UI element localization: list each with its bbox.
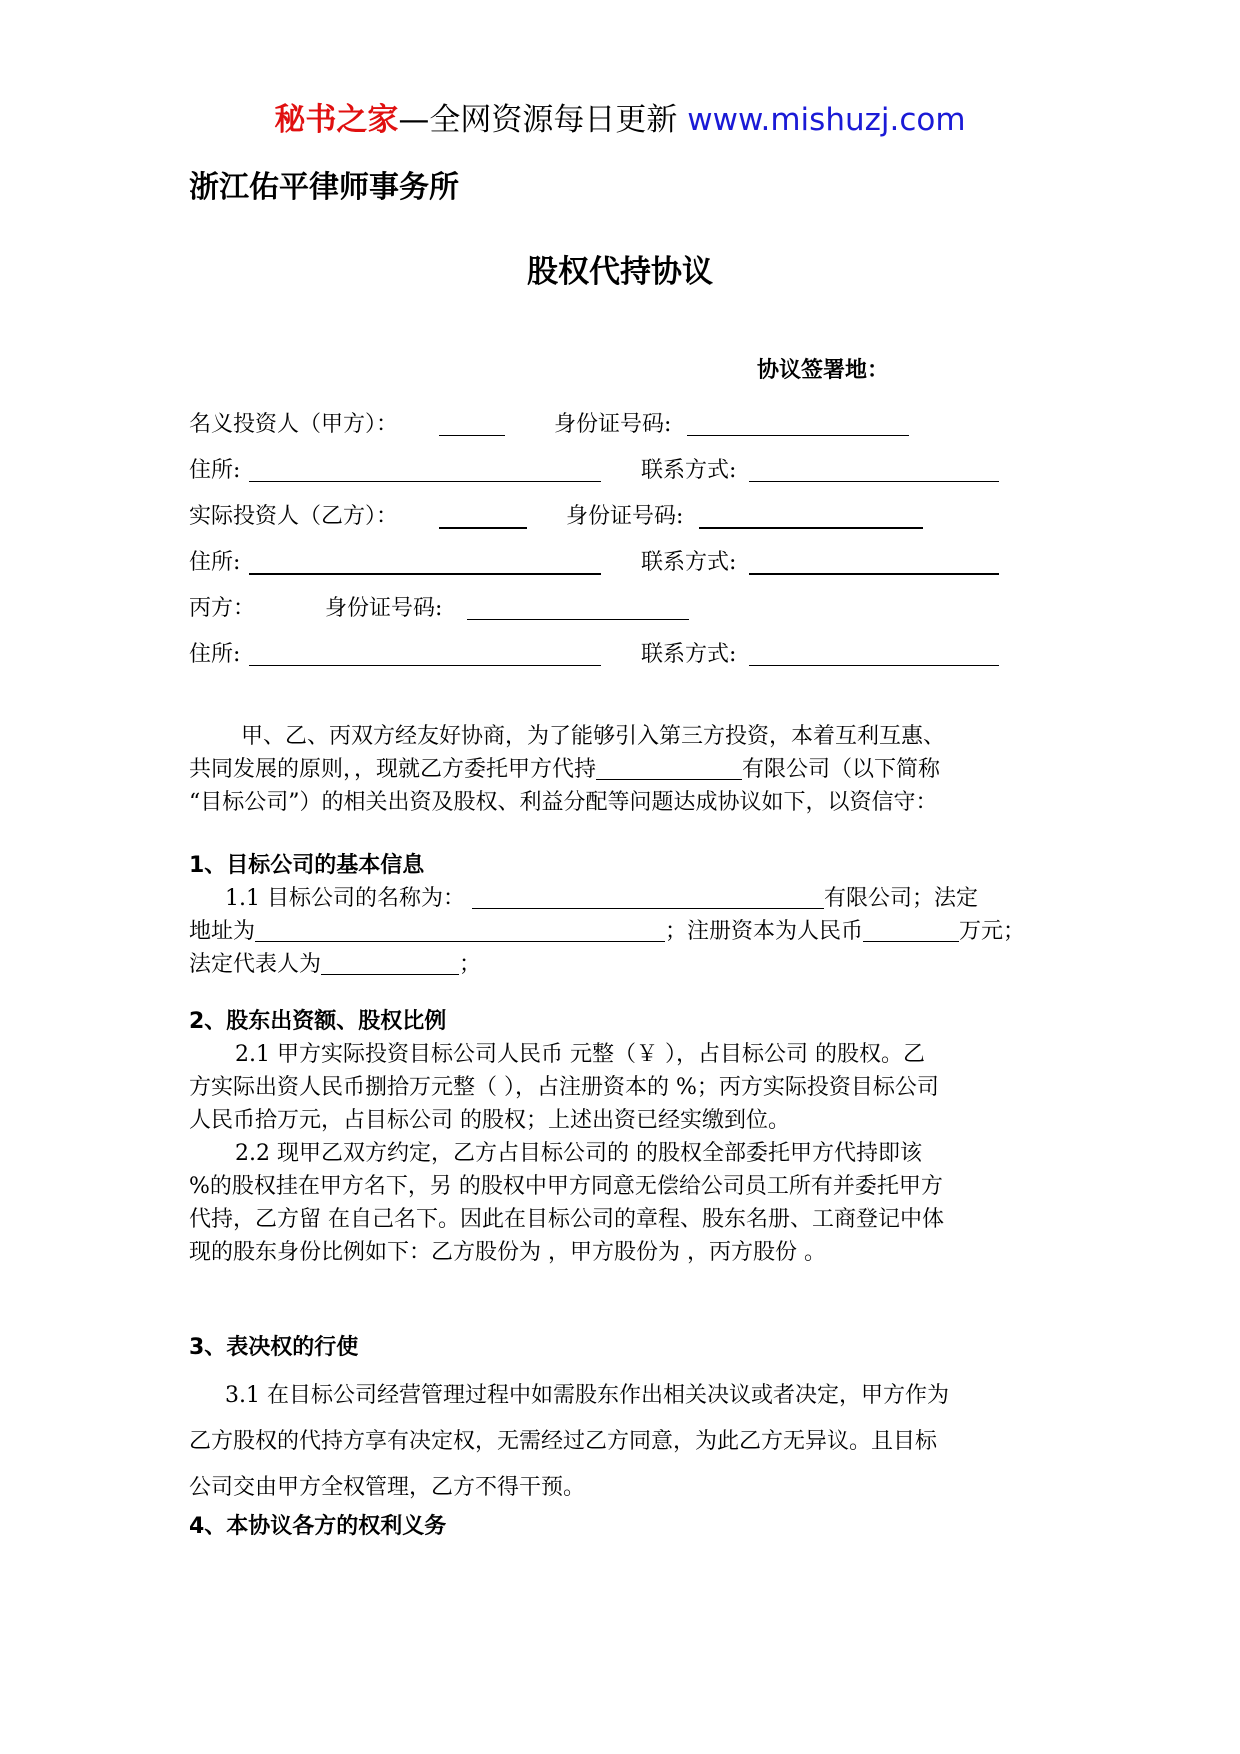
- party-a-address-blank: [249, 481, 601, 482]
- intro-line-1: 甲、乙、丙双方经友好协商，为了能够引入第三方投资，本着互利互惠、: [241, 724, 946, 749]
- party-a-address-label: 住所:: [189, 458, 241, 483]
- intro-paragraph: [189, 720, 1059, 819]
- capital-unit-label: 万元；: [959, 919, 1026, 944]
- law-firm-name: 浙江佑平律师事务所: [189, 170, 459, 205]
- section-2-line: 代持，乙方留 在自己名下。因此在目标公司的章程、股东名册、工商登记中体: [189, 1207, 944, 1232]
- party-c-contact-blank: [749, 665, 999, 666]
- party-c-contact-label: 联系方式:: [641, 642, 737, 667]
- party-b-id-label: 身份证号码:: [566, 504, 684, 529]
- party-a-label: 名义投资人（甲方）：: [189, 412, 399, 437]
- legal-address-blank: [255, 917, 665, 942]
- legal-address-label-start: 有限公司；法定: [823, 886, 978, 911]
- document-title: 股权代持协议: [527, 254, 713, 290]
- intro-line-2: [189, 753, 1059, 786]
- party-b-id-blank: [699, 527, 923, 529]
- company-name-blank: [472, 884, 824, 909]
- legal-address-label-end: 地址为: [189, 919, 256, 944]
- banner-brand: 秘书之家: [274, 102, 399, 138]
- intro-line-3: “目标公司”）的相关出资及股权、利益分配等问题达成协议如下，以资信守：: [189, 790, 938, 815]
- section-1-line-2: [189, 915, 1059, 948]
- section-2-body: [189, 1038, 1059, 1269]
- party-a-address-row: [189, 454, 1059, 488]
- party-c-row: [189, 592, 1059, 626]
- party-c-label: 丙方：: [189, 596, 256, 621]
- section-2-line: %的股权挂在甲方名下，另 的股权中甲方同意无偿给公司员工所有并委托甲方: [189, 1174, 943, 1199]
- party-b-contact-blank: [749, 573, 999, 575]
- intro-line-2b: 有限公司（以下简称: [742, 757, 941, 782]
- party-a-contact-label: 联系方式:: [641, 458, 737, 483]
- section-3-line: 3.1 在目标公司经营管理过程中如需股东作出相关决议或者决定，甲方作为: [225, 1383, 949, 1408]
- registered-capital-label: ；注册资本为人民币: [665, 919, 864, 944]
- section-3-heading: 3、表决权的行使: [189, 1335, 359, 1360]
- section-2-line: 方实际出资人民币捌拾万元整（ ），占注册资本的 %；丙方实际投资目标公司: [189, 1075, 939, 1100]
- section-4-heading: 4、本协议各方的权利义务: [189, 1514, 447, 1539]
- party-b-name-blank: [439, 527, 527, 529]
- party-c-address-label: 住所:: [189, 642, 241, 667]
- party-a-name-blank: [439, 435, 505, 436]
- section-1-heading: 1、目标公司的基本信息: [189, 853, 425, 878]
- section-3-body: [189, 1373, 1059, 1511]
- party-c-address-row: [189, 638, 1059, 672]
- legal-rep-label: 法定代表人为: [189, 952, 322, 977]
- banner-slogan: —全网资源每日更新: [398, 102, 678, 138]
- section-2-line: 现的股东身份比例如下：乙方股份为 ，甲方股份为 ，丙方股份 。: [189, 1240, 826, 1265]
- party-b-row: [189, 500, 1059, 534]
- party-c-id-label: 身份证号码:: [325, 596, 443, 621]
- party-b-address-label: 住所:: [189, 550, 241, 575]
- section-2-line: 人民币拾万元，占目标公司 的股权；上述出资已经实缴到位。: [189, 1108, 790, 1133]
- party-a-contact-blank: [749, 481, 999, 482]
- section-2-line: 2.2 现甲乙双方约定，乙方占目标公司的 的股权全部委托甲方代持即该: [235, 1141, 922, 1166]
- section-1-line-3: [189, 948, 1059, 981]
- legal-rep-end: ；: [459, 952, 482, 977]
- legal-rep-blank: [321, 950, 459, 975]
- party-c-address-blank: [249, 665, 601, 666]
- section-3-line: 公司交由甲方全权管理，乙方不得干预。: [189, 1475, 586, 1500]
- section-1-line-1: [189, 882, 1059, 915]
- site-banner: [0, 100, 1240, 140]
- party-b-contact-label: 联系方式:: [641, 550, 737, 575]
- signing-place-label: 协议签署地：: [757, 358, 890, 383]
- section-3-line: 乙方股权的代持方享有决定权，无需经过乙方同意，为此乙方无异议。且目标: [189, 1429, 938, 1454]
- party-b-address-row: [189, 546, 1059, 580]
- section-1-body: [189, 882, 1059, 981]
- section-2-line: 2.1 甲方实际投资目标公司人民币 元整（￥ ），占目标公司 的股权。乙: [235, 1042, 925, 1067]
- registered-capital-blank: [863, 917, 959, 942]
- section-2-heading: 2、股东出资额、股权比例: [189, 1009, 447, 1034]
- intro-line-2a: 共同发展的原则，，现就乙方委托甲方代持: [189, 757, 597, 782]
- party-c-id-blank: [467, 619, 689, 620]
- party-a-id-label: 身份证号码:: [554, 412, 672, 437]
- party-a-id-blank: [687, 435, 909, 436]
- banner-url-link[interactable]: www.mishuzj.com: [687, 102, 966, 138]
- company-name-label: 1.1 目标公司的名称为：: [225, 886, 465, 911]
- party-b-address-blank: [249, 573, 601, 575]
- party-a-row: [189, 408, 1059, 442]
- party-b-label: 实际投资人（乙方）：: [189, 504, 399, 529]
- entrusted-company-blank: [596, 755, 742, 780]
